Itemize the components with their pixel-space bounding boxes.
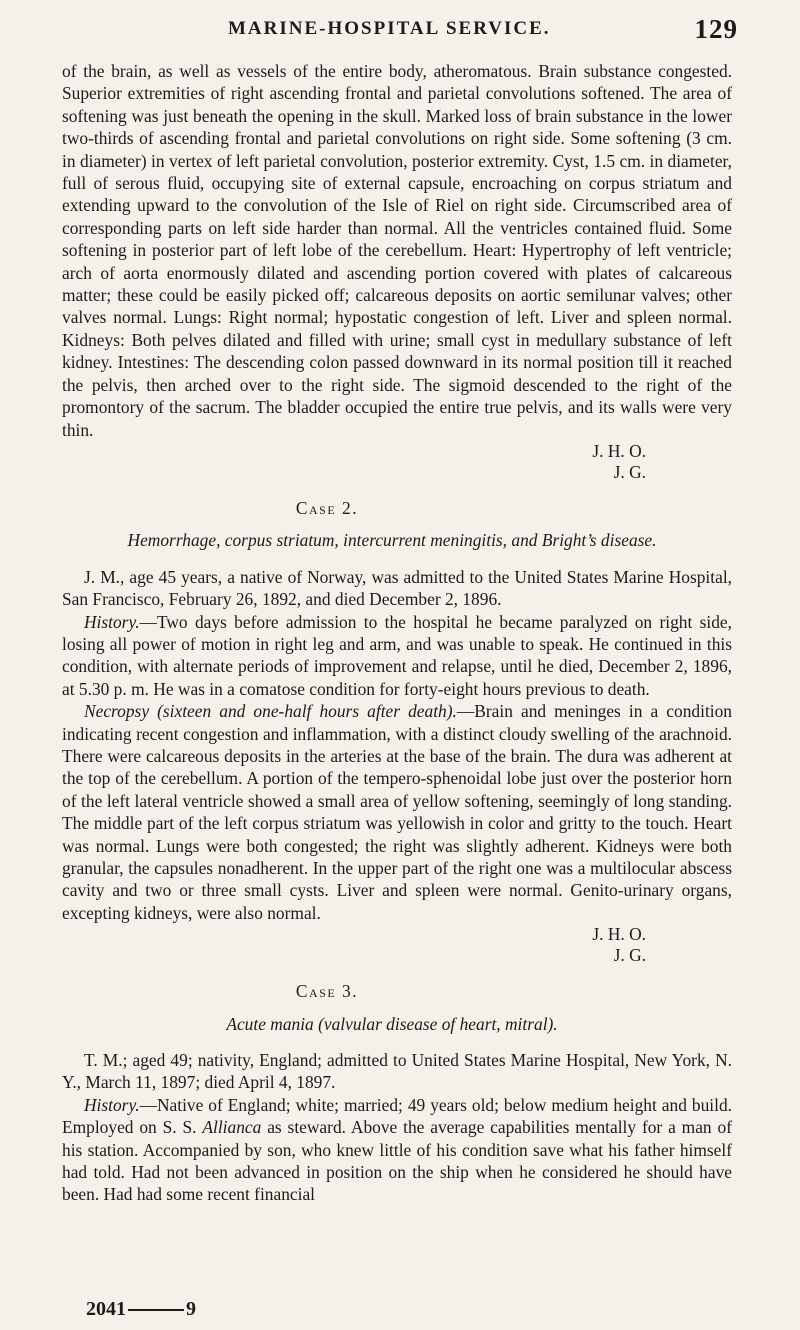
signature-number: 2041 <box>86 1298 126 1320</box>
signature-line: J. H. O. <box>592 924 646 945</box>
case-2-intro: J. M., age 45 years, a native of Norway, was admitted to the United States Marine Hospital, San Francisco, February 26, 1892, and died December 2, 1896. <box>62 566 732 610</box>
page-body <box>62 60 732 1206</box>
case-2-necropsy <box>62 700 732 924</box>
signature-line: J. H. O. <box>592 440 646 461</box>
history-label: History. <box>84 1094 140 1115</box>
case-3-title: Case 3. <box>295 981 359 1002</box>
case-3-history <box>62 1094 732 1206</box>
case-2-signature <box>62 924 732 966</box>
necropsy-label: Necropsy (sixteen and one-half hours after death). <box>84 701 457 722</box>
running-head: MARINE-HOSPITAL SERVICE. <box>228 18 551 39</box>
history-text-continued: as steward. Above the average capabilities mentally for a man of his station. Accompanied by son, who knew little of his condition save what his father himself had told. Had not been advanced in position on the ship when he considered he should have been. Had had some recent financial <box>62 1117 732 1205</box>
printer-signature-mark <box>86 1298 196 1321</box>
ship-name: Allianca <box>202 1117 262 1138</box>
necropsy-text: —Brain and meninges in a condition indicating recent congestion and inflammation, with a distinct cloudy swelling of the arachnoid. There were calcareous deposits in the arteries at the base of the brain. The dura was adherent at the top of the cerebellum. A portion of the tempero-sphenoidal lobe just over the posterior horn of the left lateral ventricle showed a small area of yellow softening, seemingly of long standing. The middle part of the left corpus striatum was yellowish in color and gritty to the touch. Heart was normal. Lungs were both congested; the right was slightly adherent. Kidneys were both granular, the capsules nonadherent. In the upper part of the right one was a multilocular abscess cavity and two or three small cysts. Liver and spleen were normal. Genito-urinary organs, excepting kidneys, were also normal. <box>62 701 732 923</box>
history-text: —Native of England; white; married; 49 years old; below medium height and build. Employed on S. S. <box>62 1094 732 1138</box>
history-label: History. <box>84 611 140 632</box>
intro-signature <box>62 441 732 483</box>
signature-line: J. G. <box>613 945 646 966</box>
page-number: 129 <box>694 14 738 44</box>
signature-line: J. G. <box>613 461 646 482</box>
history-text: —Two days before admission to the hospital he became paralyzed on right side, losing all power of motion in right leg and arm, and was unable to speak. He continued in this condition, with alternate periods of improvement and relapse, until he died, December 2, 1896, at 5.30 p. m. He was in a comatose condition for forty-eight hours previous to death. <box>62 611 732 699</box>
case-2-title: Case 2. <box>295 497 359 518</box>
page-header <box>60 12 738 48</box>
case-2-subtitle: Hemorrhage, corpus striatum, intercurrent meningitis, and Bright’s disease. <box>127 530 657 551</box>
signature-rule <box>128 1309 184 1311</box>
signature-sheet: 9 <box>186 1298 196 1320</box>
intro-paragraph: of the brain, as well as vessels of the entire body, atheromatous. Brain substance congested. Superior extremities of right ascending frontal and parietal convolutions softened. The area of softening was just beneath the opening in the skull. Marked loss of brain substance in the lower two-thirds of ascending frontal and parietal convolutions on right side. Some softening (3 cm. in diameter) in vertex of left parietal convolution, posterior extremity. Cyst, 1.5 cm. in diameter, full of serous fluid, occupying site of external capsule, encroaching on corpus striatum and extending upward to the convolution of the Isle of Riel on right side. Circumscribed area of corresponding parts on left side harder than normal. All the ventricles contained fluid. Some softening in posterior part of left lobe of the cerebellum. Heart: Hypertrophy of left ventricle; arch of aorta enormously dilated and ascending portion covered with plates of calcareous matter; these could be easily picked off; calcareous deposits on aortic semilunar valves; other valves normal. Lungs: Right normal; hypostatic congestion of left. Liver and spleen normal. Kidneys: Both pelves dilated and filled with urine; small cyst in medullary substance of left kidney. Intestines: The descending colon passed downward in its normal position till it reached the pelvis, then arched over to the right side. The sigmoid descended to the right of the promontory of the sacrum. The bladder occupied the entire true pelvis, and its walls were very thin. <box>62 61 732 440</box>
case-3-subtitle: Acute mania (valvular disease of heart, mitral). <box>226 1013 558 1034</box>
case-2-history <box>62 611 732 701</box>
case-3-intro: T. M.; aged 49; nativity, England; admitted to United States Marine Hospital, New York, N. Y., March 11, 1897; died April 4, 1897. <box>62 1050 732 1093</box>
